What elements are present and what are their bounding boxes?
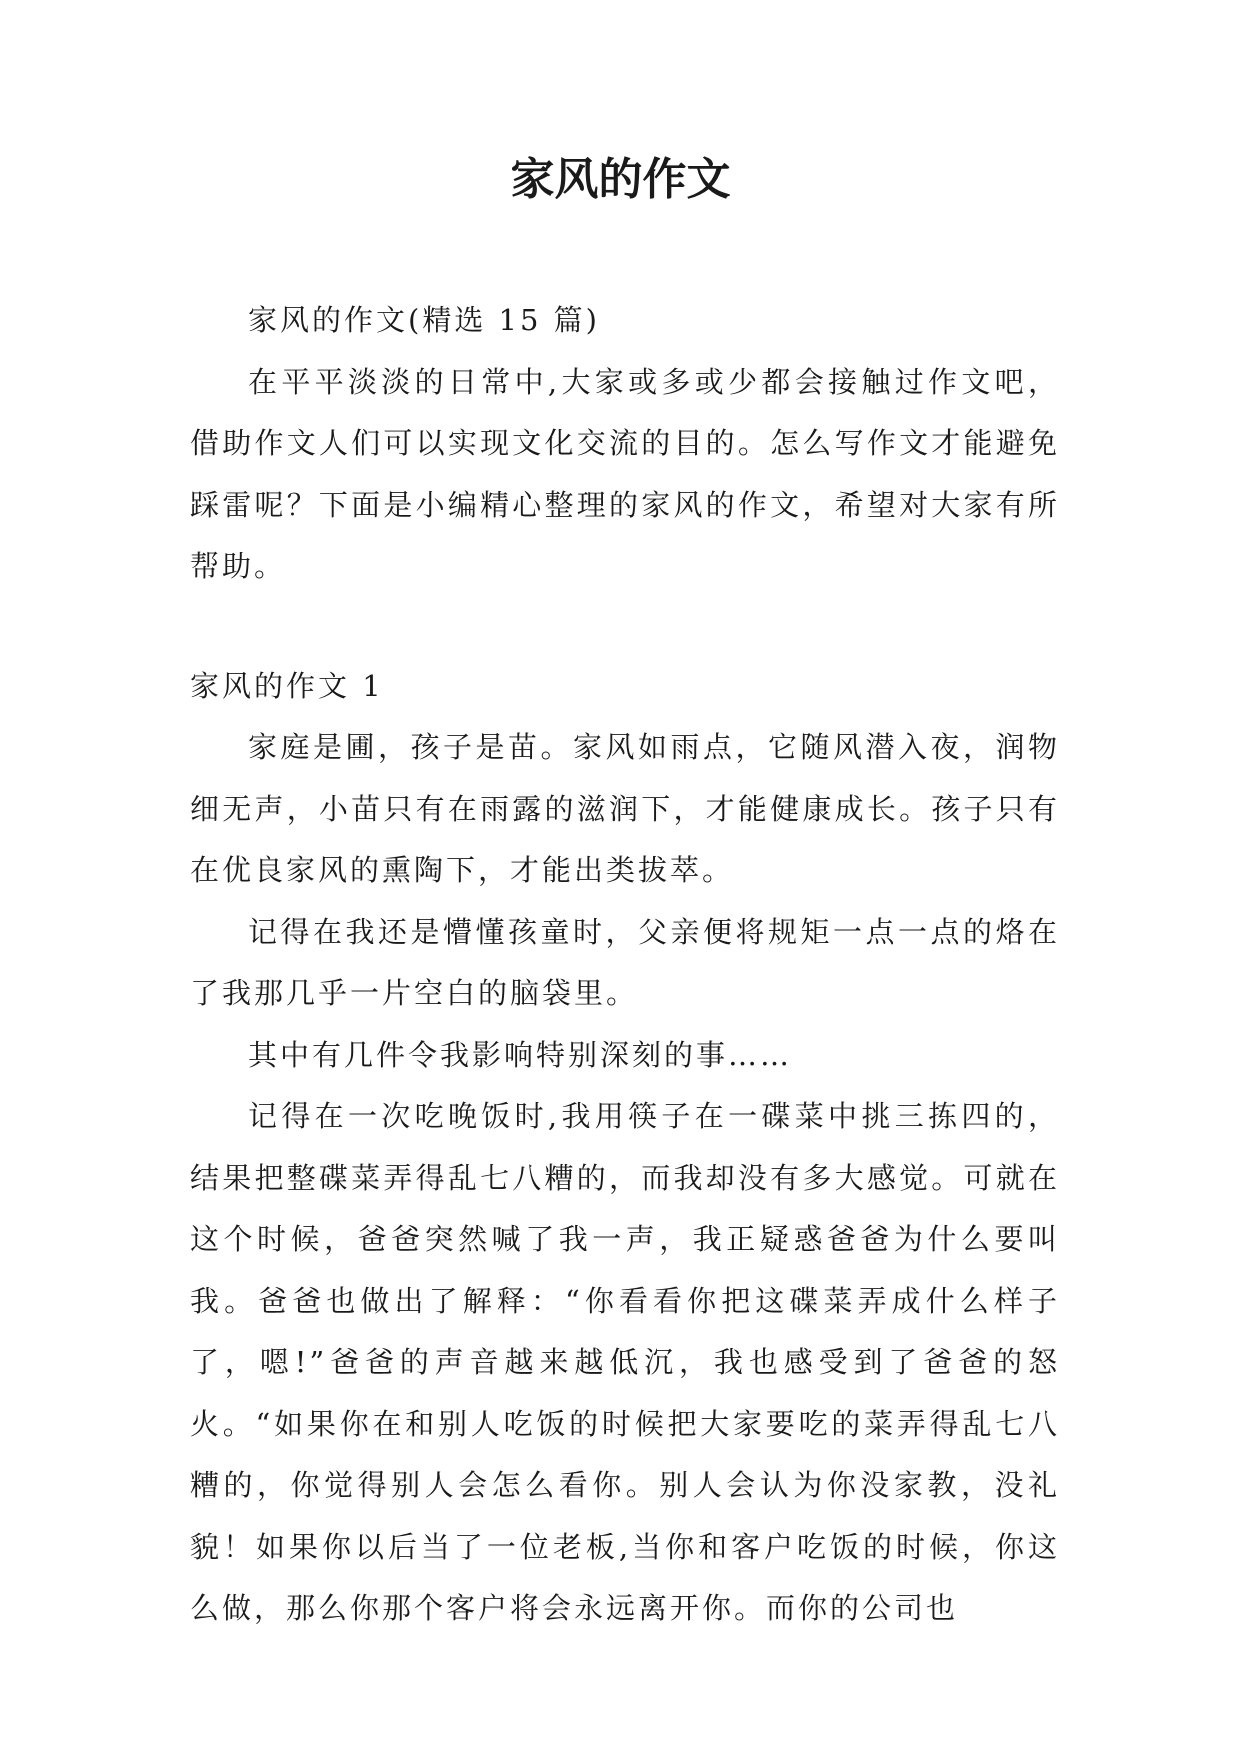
page-title: 家风的作文 (510, 154, 731, 205)
body-paragraph: 记得在一次吃晚饭时,我用筷子在一碟菜中挑三拣四的，结果把整碟菜弄得乱七八糟的，而我却没有多大感觉。可就在这个时候，爸爸突然喊了我一声，我正疑惑爸爸为什么要叫我。爸爸也做出了解释：“你看看你把这碟菜弄成什么样子了，嗯!”爸爸的声音越来越低沉，我也感受到了爸爸的怒火。“如果你在和别人吃饭的时候把大家要吃的菜弄得乱七八糟的，你觉得别人会怎么看你。别人会认为你没家教，没礼貌！如果你以后当了一位老板,当你和客户吃饭的时候，你这么做，那么你那个客户将会永远离开你。而你的公司也 (190, 1099, 1060, 1625)
body-paragraph: 家庭是圃，孩子是苗。家风如雨点，它随风潜入夜，润物细无声，小苗只有在雨露的滋润下，才能健康成长。孩子只有在优良家风的熏陶下，才能出类拔萃。 (190, 730, 1060, 887)
document-body (190, 290, 1060, 1640)
body-paragraph: 其中有几件令我影响特别深刻的事…… (248, 1037, 793, 1072)
document-subtitle: 家风的作文(精选 15 篇) (248, 303, 600, 337)
section-heading: 家风的作文 1 (190, 668, 384, 703)
section-spacer (190, 598, 1060, 656)
body-paragraph: 记得在我还是懵懂孩童时，父亲便将规矩一点一点的烙在了我那几乎一片空白的脑袋里。 (190, 914, 1060, 1010)
intro-paragraph: 在平平淡淡的日常中,大家或多或少都会接触过作文吧，借助作文人们可以实现文化交流的目的。怎么写作文才能避免踩雷呢？下面是小编精心整理的家风的作文，希望对大家有所帮助。 (190, 364, 1060, 583)
